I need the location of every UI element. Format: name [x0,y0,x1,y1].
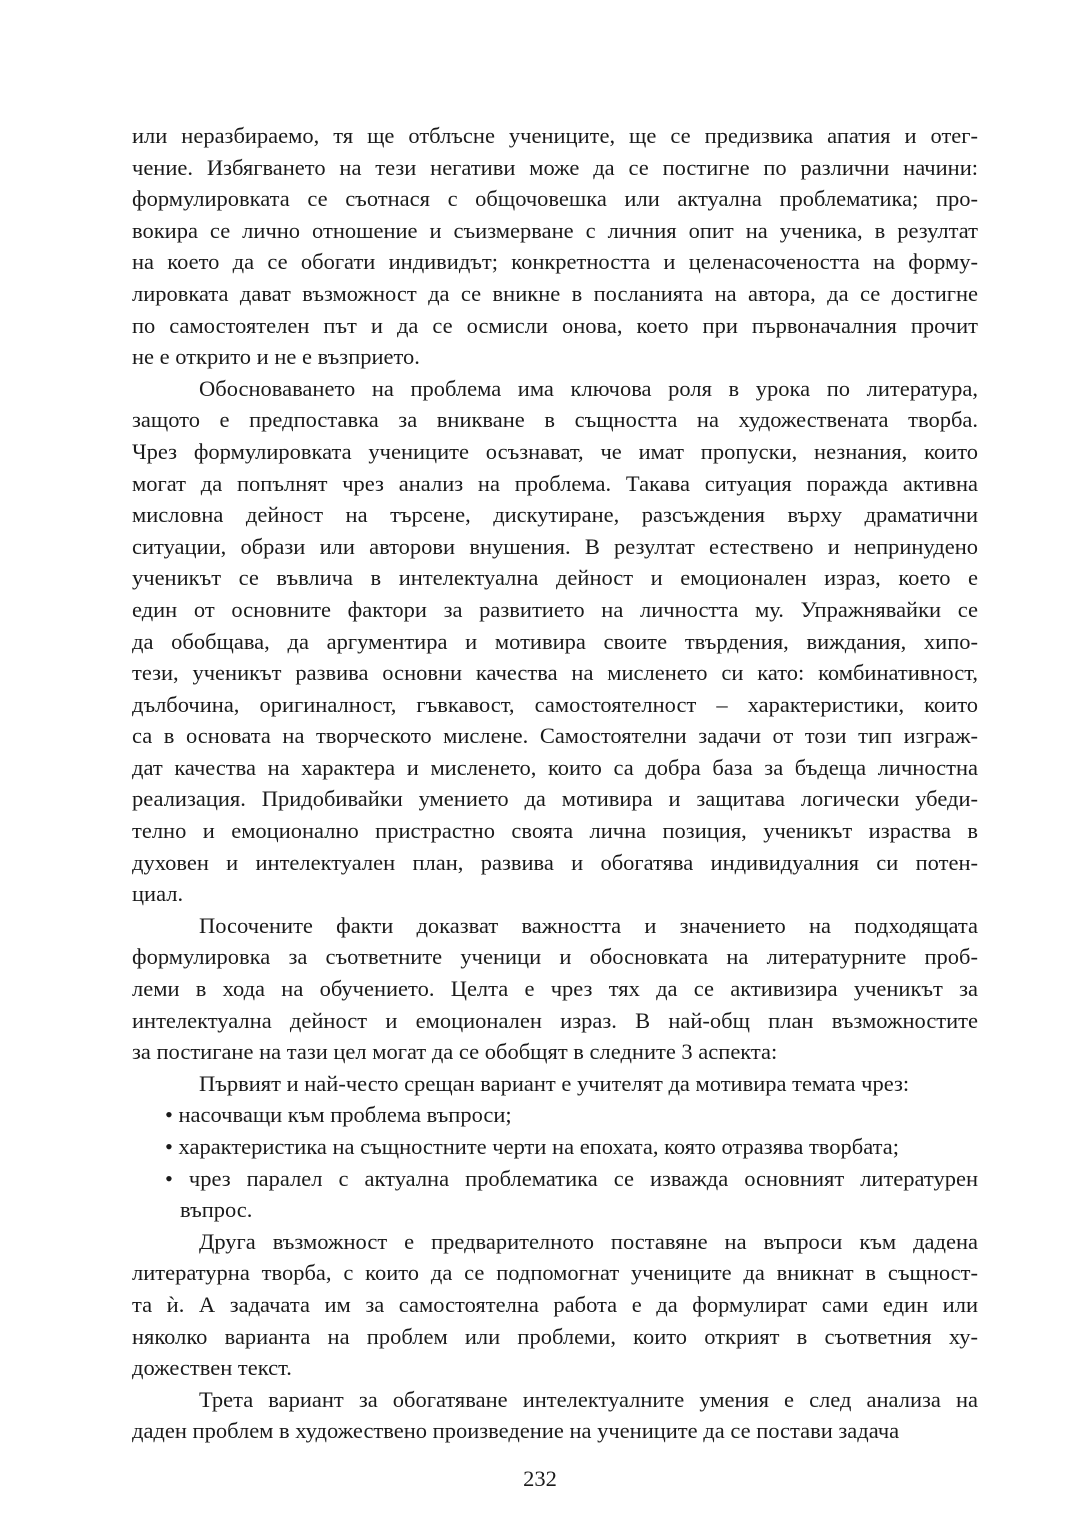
text-line: няколко варианта на проблем или проблеми, които открият в съответния ху- [132,1323,978,1349]
text-line: да обобщава, да аргументира и мотивира своите твърдения, виждания, хипо- [132,628,978,654]
text-line: тези, ученикът развива основни качества на мисленето си като: комбинативност, [132,660,978,686]
text-line: Обосноваването на проблема има ключова роля в урока по литература, [199,375,978,401]
text-line: защото е предпоставка за вникване в същността на художествената творба. [132,407,978,433]
text-line: могат да попълнят чрез анализ на проблема. Такава ситуация поражда активна [132,470,978,496]
text-line: по самостоятелен път и да се осмисли онова, което при първоначалния прочит [132,312,978,338]
body-text [132,120,978,1447]
paragraph [132,373,978,910]
bullet-item [132,1163,978,1226]
text-line: • характеристика на същностните черти на епохата, която отразява творбата; [165,1134,899,1159]
paragraph [132,120,978,373]
text-line: или неразбираемо, тя ще отблъсне учениците, ще се предизвика апатия и отег- [132,123,978,148]
text-line: мисловна дейност на търсене, дискутиране, разсъждения върху драматични [132,502,978,528]
text-line: чение. Избягването на тези негативи може да се постигне по различни начини: [132,154,978,180]
bullet-item [132,1099,978,1131]
text-line: духовен и интелектуален план, развива и обогатява индивидуалния си потен- [132,849,978,875]
paragraph [132,1068,978,1100]
paragraph [132,1384,978,1447]
text-line: лировката дават възможност да се вникне в посланията на автора, да се достигне [132,280,978,306]
text-line: един от основните фактори за развитието на личността му. Упражнявайки се [132,596,978,622]
text-line: на което да се обогати индивидът; конкретността и целенасочеността на форму- [132,249,978,275]
text-line: дълбочина, оригиналност, гъвкавост, самостоятелност – характеристики, които [132,691,978,717]
text-line: даден проблем в художествено произведение на учениците да се постави задача [132,1418,900,1444]
paragraph [132,1226,978,1384]
text-line: • насочващи към проблема въпроси; [165,1102,512,1128]
text-line: Друга възможност е предварителното поставяне на въпроси към дадена [199,1228,978,1254]
text-line: Посочените факти доказват важността и значението на подходящата [199,912,978,938]
page-number: 232 [523,1466,557,1491]
text-line: леми в хода на обучението. Целта е чрез тях да се активизира ученикът за [132,976,978,1002]
text-line: циал. [132,881,184,907]
text-line: въпрос. [180,1197,253,1223]
text-line: Първият и най-често срещан вариант е учителят да мотивира темата чрез: [199,1070,910,1096]
text-line: дат качества на характера и мисленето, които са добра база за бъдеща личностна [132,754,978,780]
text-line: дожествен текст. [132,1355,292,1381]
bullet-item [132,1131,978,1163]
text-line: формулировката се съотнася с общочовешка или актуална проблематика; про- [132,186,978,212]
text-line: формулировка за съответните ученици и обосновката на литературните проб- [132,944,978,970]
text-line: Чрез формулировката учениците осъзнават, че имат пропуски, незнания, които [132,438,978,464]
text-line: за постигане на тази цел могат да се обобщят в следните 3 аспекта: [132,1039,778,1065]
text-line: са в основата на творческото мислене. Самостоятелни задачи от този тип изграж- [132,723,978,749]
text-line: Трета вариант за обогатяване интелектуалните умения е след анализа на [199,1386,978,1412]
text-line: телно и емоционално пристрастно своята лична позиция, ученикът израства в [132,818,978,844]
text-line: вокира се лично отношение и съизмерване с личния опит на ученика, в резултат [132,217,978,243]
text-line: интелектуална дейност и емоционален израз. В най-общ план възможностите [132,1007,978,1033]
text-line: реализация. Придобивайки умението да мотивира и защитава логически убеди- [132,786,978,812]
text-line: та ѝ. А задачата им за самостоятелна работа е да формулират сами един или [132,1291,978,1317]
paragraph [132,910,978,1068]
text-line: • чрез паралел с актуална проблематика се изважда основният литературен [165,1165,978,1191]
text-line: литературна творба, с които да се подпомогнат учениците да вникнат в същност- [132,1260,978,1286]
text-line: ученикът се въвлича в интелектуална дейност и емоционален израз, което е [132,565,978,591]
text-line: ситуации, образи или авторови внушения. В резултат естествено и непринудено [132,533,978,559]
text-line: не е открито и не е възприето. [132,344,420,370]
